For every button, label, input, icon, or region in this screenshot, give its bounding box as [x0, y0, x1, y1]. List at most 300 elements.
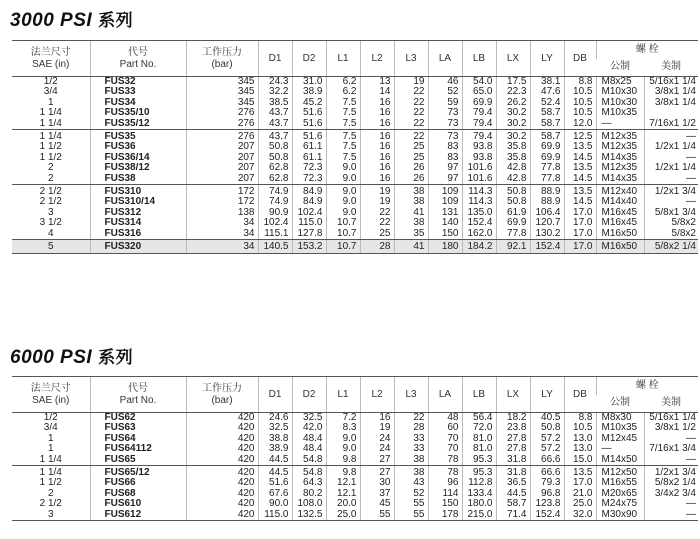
cell-bolt-us: 3/4x2 3/4 — [644, 489, 698, 499]
cell-size: 4 — [12, 229, 90, 240]
cell-l2: 27 — [360, 455, 394, 466]
cell-lb: 114.3 — [462, 185, 496, 198]
cell-d2: 127.8 — [292, 229, 326, 240]
cell-size: 1 1/4 — [12, 119, 90, 130]
cell-la: 83 — [428, 142, 462, 152]
cell-pressure: 34 — [186, 218, 258, 228]
cell-ly: 77.8 — [530, 174, 564, 185]
cell-l1: 7.5 — [326, 119, 360, 130]
cell-l2: 19 — [360, 185, 394, 198]
cell-l1: 7.5 — [326, 153, 360, 163]
cell-lb: 133.4 — [462, 489, 496, 499]
cell-ly: 69.9 — [530, 142, 564, 152]
cell-d1: 115.0 — [258, 510, 292, 521]
cell-ly: 77.8 — [530, 163, 564, 173]
cell-l1: 20.0 — [326, 499, 360, 509]
cell-bolt-metric: M12x40 — [596, 185, 644, 198]
cell-d1: 62.8 — [258, 174, 292, 185]
cell-bolt-us: — — [644, 174, 698, 185]
cell-d2: 42.0 — [292, 423, 326, 433]
cell-l3: 25 — [394, 142, 428, 152]
cell-la: 83 — [428, 153, 462, 163]
cell-bolt-us — [644, 108, 698, 118]
cell-ly: 79.3 — [530, 478, 564, 488]
cell-l2: 45 — [360, 499, 394, 509]
cell-lx: 18.2 — [496, 413, 530, 424]
cell-lb: 79.4 — [462, 108, 496, 118]
cell-lx: 42.8 — [496, 163, 530, 173]
cell-lx: 23.8 — [496, 423, 530, 433]
cell-lx: 58.7 — [496, 499, 530, 509]
cell-la: 109 — [428, 185, 462, 198]
cell-lx: 35.8 — [496, 153, 530, 163]
cell-l3: 22 — [394, 98, 428, 108]
cell-ly: 58.7 — [530, 119, 564, 130]
col-l1: L1 — [326, 41, 360, 77]
cell-lx: 44.5 — [496, 489, 530, 499]
cell-part-no: FUS64 — [90, 434, 186, 444]
cell-lx: 31.8 — [496, 455, 530, 466]
cell-bolt-us: 1/2x1 1/4 — [644, 142, 698, 152]
cell-d2: 45.2 — [292, 98, 326, 108]
cell-la: 97 — [428, 174, 462, 185]
cell-db: 14.5 — [564, 174, 596, 185]
cell-lb: 72.0 — [462, 423, 496, 433]
cell-d2: 84.9 — [292, 197, 326, 207]
cell-pressure: 207 — [186, 174, 258, 185]
cell-d2: 54.8 — [292, 466, 326, 479]
cell-bolt-metric: M20x65 — [596, 489, 644, 499]
cell-pressure: 345 — [186, 87, 258, 97]
cell-part-no: FUS35/12 — [90, 119, 186, 130]
cell-part-no: FUS35/10 — [90, 108, 186, 118]
cell-d1: 38.9 — [258, 444, 292, 454]
cell-db: 12.5 — [564, 130, 596, 143]
cell-db: 13.0 — [564, 444, 596, 454]
table-row — [12, 413, 698, 424]
cell-lb: 69.9 — [462, 98, 496, 108]
cell-lx: 31.8 — [496, 466, 530, 479]
cell-lx: 36.5 — [496, 478, 530, 488]
cell-la: 73 — [428, 119, 462, 130]
table-row — [12, 423, 698, 433]
cell-d2: 64.3 — [292, 478, 326, 488]
cell-bolt-metric: M16x45 — [596, 218, 644, 228]
cell-d2: 48.4 — [292, 434, 326, 444]
table-row — [12, 163, 698, 173]
cell-bolt-us: 7/16x1 3/4 — [644, 444, 698, 454]
cell-lx: 30.2 — [496, 130, 530, 143]
cell-ly: 57.2 — [530, 444, 564, 454]
col-ly: LY — [530, 377, 564, 413]
cell-bolt-us: 5/8x2 1/4 — [644, 240, 698, 253]
cell-l2: 28 — [360, 240, 394, 253]
cell-ly: 66.6 — [530, 466, 564, 479]
cell-lx: 26.2 — [496, 98, 530, 108]
col-us: 美制 — [644, 59, 698, 77]
cell-l1: 25.0 — [326, 510, 360, 521]
col-ly: LY — [530, 41, 564, 77]
cell-lb: 54.0 — [462, 77, 496, 88]
cell-bolt-metric: M14x35 — [596, 174, 644, 185]
cell-lb: 81.0 — [462, 434, 496, 444]
table-row — [12, 489, 698, 499]
cell-l3: 33 — [394, 434, 428, 444]
cell-bolt-us: 5/8x2 — [644, 218, 698, 228]
cell-part-no: FUS62 — [90, 413, 186, 424]
cell-l3: 22 — [394, 108, 428, 118]
cell-lb: 81.0 — [462, 444, 496, 454]
cell-l2: 16 — [360, 108, 394, 118]
cell-size: 1 1/4 — [39, 131, 62, 143]
cell-l2: 16 — [360, 98, 394, 108]
section-title — [10, 6, 133, 32]
cell-l3: 52 — [394, 489, 428, 499]
cell-db: 15.0 — [564, 455, 596, 466]
cell-pressure: 420 — [186, 466, 258, 479]
cell-ly: 57.2 — [530, 434, 564, 444]
cell-d1: 32.2 — [258, 87, 292, 97]
cell-lx: 27.8 — [496, 444, 530, 454]
col-la: LA — [428, 41, 462, 77]
cell-bolt-us: — — [644, 510, 698, 521]
cell-lb: 56.4 — [462, 413, 496, 424]
cell-part-no: FUS66 — [90, 478, 186, 488]
cell-bolt-us: 5/8x2 1/4 — [644, 478, 698, 488]
cell-lb: 93.8 — [462, 153, 496, 163]
cell-pressure: 138 — [186, 208, 258, 218]
table-row — [12, 153, 698, 163]
cell-ly: 152.4 — [530, 510, 564, 521]
spec-table-6000psi — [12, 376, 698, 521]
cell-lb: 112.8 — [462, 478, 496, 488]
cell-size: 1 1/2 — [39, 152, 62, 163]
col-la: LA — [428, 377, 462, 413]
table-row — [12, 98, 698, 108]
cell-la: 178 — [428, 510, 462, 521]
cell-db: 32.0 — [564, 510, 596, 521]
cell-pressure: 276 — [186, 119, 258, 130]
cell-bolt-us: — — [644, 130, 698, 143]
cell-d1: 51.6 — [258, 478, 292, 488]
cell-db: 25.0 — [564, 499, 596, 509]
series-suffix: 系列 — [98, 11, 134, 30]
table-row — [12, 478, 698, 488]
cell-part-no: FUS65 — [90, 455, 186, 466]
cell-la: 140 — [428, 218, 462, 228]
cell-lb: 152.4 — [462, 218, 496, 228]
cell-db: 17.0 — [564, 229, 596, 240]
cell-la: 46 — [428, 77, 462, 88]
cell-la: 70 — [428, 444, 462, 454]
col-pressure: 工作压力 (bar) — [186, 377, 258, 413]
cell-db: 14.5 — [564, 153, 596, 163]
cell-pressure: 34 — [186, 240, 258, 253]
cell-db: 10.5 — [564, 108, 596, 118]
cell-l2: 22 — [360, 208, 394, 218]
table-row — [12, 240, 698, 253]
table-row — [12, 218, 698, 228]
cell-size: 3/4 — [43, 423, 58, 434]
cell-bolt-us: 1/2x1 3/4 — [644, 185, 698, 198]
cell-ly: 47.6 — [530, 87, 564, 97]
cell-bolt-metric: M14x40 — [596, 197, 644, 207]
table-row — [12, 174, 698, 185]
cell-lb: 93.8 — [462, 142, 496, 152]
cell-pressure: 420 — [186, 510, 258, 521]
cell-l2: 37 — [360, 489, 394, 499]
cell-l3: 22 — [394, 119, 428, 130]
cell-l2: 14 — [360, 87, 394, 97]
cell-part-no: FUS32 — [90, 77, 186, 88]
cell-ly: 120.7 — [530, 218, 564, 228]
cell-d1: 90.0 — [258, 499, 292, 509]
cell-d2: 51.6 — [292, 119, 326, 130]
cell-l3: 33 — [394, 444, 428, 454]
cell-lb: 95.3 — [462, 455, 496, 466]
cell-db: 8.8 — [564, 77, 596, 88]
cell-ly: 96.8 — [530, 489, 564, 499]
cell-lb: 95.3 — [462, 466, 496, 479]
col-d2: D2 — [292, 41, 326, 77]
cell-pressure: 34 — [186, 229, 258, 240]
cell-lb: 135.0 — [462, 208, 496, 218]
cell-l3: 28 — [394, 423, 428, 433]
cell-d1: 44.5 — [258, 466, 292, 479]
col-us: 美制 — [644, 395, 698, 413]
cell-l3: 22 — [394, 413, 428, 424]
cell-lx: 50.8 — [496, 185, 530, 198]
cell-part-no: FUS320 — [90, 240, 186, 253]
cell-la: 131 — [428, 208, 462, 218]
cell-l1: 7.2 — [326, 413, 360, 424]
table-row — [12, 87, 698, 97]
cell-l1: 9.0 — [326, 434, 360, 444]
cell-pressure: 420 — [186, 499, 258, 509]
col-metric: 公制 — [596, 395, 644, 413]
table-row — [12, 229, 698, 240]
cell-ly: 88.9 — [530, 197, 564, 207]
col-db: DB — [564, 41, 596, 77]
cell-bolt-metric: M10x30 — [596, 98, 644, 108]
cell-bolt-us: 1/2x1 3/4 — [644, 466, 698, 479]
section-title — [10, 343, 133, 369]
cell-d2: 115.0 — [292, 218, 326, 228]
cell-l2: 55 — [360, 510, 394, 521]
cell-l3: 38 — [394, 466, 428, 479]
cell-db: 13.5 — [564, 142, 596, 152]
cell-size: 2 1/2 — [39, 197, 62, 208]
cell-lx: 35.8 — [496, 142, 530, 152]
cell-size: 1 1/4 — [39, 467, 62, 479]
cell-la: 78 — [428, 466, 462, 479]
cell-part-no: FUS63 — [90, 423, 186, 433]
cell-d2: 102.4 — [292, 208, 326, 218]
cell-lb: 114.3 — [462, 197, 496, 207]
cell-size: 5 — [12, 240, 90, 253]
cell-size: 1 1/2 — [39, 478, 62, 489]
table-row — [12, 119, 698, 130]
cell-part-no: FUS38/12 — [90, 163, 186, 173]
cell-d1: 43.7 — [258, 119, 292, 130]
cell-pressure: 420 — [186, 413, 258, 424]
cell-la: 97 — [428, 163, 462, 173]
col-lb: LB — [462, 41, 496, 77]
cell-lb: 101.6 — [462, 163, 496, 173]
cell-d1: 32.5 — [258, 423, 292, 433]
cell-ly: 52.4 — [530, 98, 564, 108]
cell-part-no: FUS310/14 — [90, 197, 186, 207]
cell-db: 13.5 — [564, 466, 596, 479]
cell-d1: 50.8 — [258, 142, 292, 152]
cell-l2: 16 — [360, 119, 394, 130]
cell-d2: 51.6 — [292, 130, 326, 143]
cell-l2: 22 — [360, 218, 394, 228]
cell-pressure: 420 — [186, 478, 258, 488]
cell-part-no: FUS310 — [90, 185, 186, 198]
col-lx: LX — [496, 377, 530, 413]
cell-pressure: 172 — [186, 185, 258, 198]
cell-lb: 65.0 — [462, 87, 496, 97]
cell-l1: 9.0 — [326, 208, 360, 218]
col-size: 法兰尺寸 SAE (in) — [12, 377, 90, 413]
cell-l2: 24 — [360, 444, 394, 454]
series-name: 6000 PSI — [10, 347, 93, 368]
cell-size: 2 — [47, 488, 54, 499]
cell-lx: 30.2 — [496, 108, 530, 118]
cell-size: 2 — [47, 163, 54, 174]
cell-lb: 79.4 — [462, 119, 496, 130]
cell-d1: 74.9 — [258, 185, 292, 198]
cell-d1: 90.9 — [258, 208, 292, 218]
cell-lx: 50.8 — [496, 197, 530, 207]
cell-bolt-metric: — — [596, 444, 644, 454]
col-l1: L1 — [326, 377, 360, 413]
cell-ly: 130.2 — [530, 229, 564, 240]
cell-part-no: FUS38 — [90, 174, 186, 185]
cell-lb: 180.0 — [462, 499, 496, 509]
cell-part-no: FUS312 — [90, 208, 186, 218]
cell-d2: 31.0 — [292, 77, 326, 88]
cell-l1: 10.7 — [326, 229, 360, 240]
cell-pressure: 345 — [186, 98, 258, 108]
cell-lb: 79.4 — [462, 130, 496, 143]
cell-l2: 16 — [360, 153, 394, 163]
cell-db: 13.0 — [564, 434, 596, 444]
col-bolt: 螺 栓 — [596, 377, 698, 395]
cell-part-no: FUS33 — [90, 87, 186, 97]
cell-ly: 106.4 — [530, 208, 564, 218]
cell-ly: 88.9 — [530, 185, 564, 198]
col-db: DB — [564, 377, 596, 413]
cell-db: 17.0 — [564, 208, 596, 218]
cell-ly: 50.8 — [530, 423, 564, 433]
cell-pressure: 172 — [186, 197, 258, 207]
cell-size: 3 — [12, 510, 90, 521]
cell-lx: 30.2 — [496, 119, 530, 130]
cell-lx: 69.9 — [496, 218, 530, 228]
cell-la: 150 — [428, 499, 462, 509]
cell-lb: 162.0 — [462, 229, 496, 240]
cell-d2: 32.5 — [292, 413, 326, 424]
cell-ly: 66.6 — [530, 455, 564, 466]
cell-l1: 12.1 — [326, 478, 360, 488]
series-suffix: 系列 — [98, 348, 134, 367]
cell-l1: 7.5 — [326, 108, 360, 118]
cell-part-no: FUS65/12 — [90, 466, 186, 479]
cell-d1: 74.9 — [258, 197, 292, 207]
cell-lx: 92.1 — [496, 240, 530, 253]
cell-l2: 16 — [360, 142, 394, 152]
cell-bolt-us: 5/8x1 3/4 — [644, 208, 698, 218]
cell-db: 8.8 — [564, 413, 596, 424]
cell-bolt-metric: M24x75 — [596, 499, 644, 509]
cell-l3: 38 — [394, 455, 428, 466]
cell-d2: 72.3 — [292, 163, 326, 173]
cell-l3: 26 — [394, 163, 428, 173]
cell-bolt-metric: M10x35 — [596, 108, 644, 118]
cell-bolt-metric: M16x50 — [596, 240, 644, 253]
cell-l3: 22 — [394, 87, 428, 97]
cell-l1: 9.0 — [326, 185, 360, 198]
cell-size: 1 — [47, 444, 54, 455]
cell-pressure: 276 — [186, 108, 258, 118]
cell-l1: 8.3 — [326, 423, 360, 433]
cell-la: 70 — [428, 434, 462, 444]
cell-ly: 123.8 — [530, 499, 564, 509]
table-row — [12, 130, 698, 143]
cell-bolt-metric: M12x35 — [596, 130, 644, 143]
cell-l2: 30 — [360, 478, 394, 488]
cell-bolt-metric: M16x50 — [596, 229, 644, 240]
cell-part-no: FUS610 — [90, 499, 186, 509]
cell-la: 73 — [428, 130, 462, 143]
cell-size: 3/4 — [43, 87, 58, 98]
cell-bolt-us: — — [644, 197, 698, 207]
col-d1: D1 — [258, 41, 292, 77]
cell-ly: 58.7 — [530, 108, 564, 118]
cell-l3: 38 — [394, 197, 428, 207]
table-row — [12, 197, 698, 207]
table-row — [12, 185, 698, 198]
cell-l3: 41 — [394, 240, 428, 253]
cell-bolt-us: 3/8x1 1/2 — [644, 423, 698, 433]
cell-bolt-metric: M30x90 — [596, 510, 644, 521]
cell-pressure: 276 — [186, 130, 258, 143]
cell-d1: 67.6 — [258, 489, 292, 499]
cell-bolt-metric: M10x35 — [596, 423, 644, 433]
cell-l2: 16 — [360, 413, 394, 424]
cell-l1: 10.7 — [326, 240, 360, 253]
cell-la: 60 — [428, 423, 462, 433]
cell-la: 48 — [428, 413, 462, 424]
cell-d2: 51.6 — [292, 108, 326, 118]
series-name: 3000 PSI — [10, 10, 93, 31]
cell-d2: 48.4 — [292, 444, 326, 454]
cell-l2: 13 — [360, 77, 394, 88]
cell-size: 1 1/2 — [39, 142, 62, 153]
cell-bolt-metric: M8x25 — [596, 77, 644, 88]
col-lx: LX — [496, 41, 530, 77]
cell-size: 1 — [47, 97, 54, 108]
cell-d1: 38.8 — [258, 434, 292, 444]
table-row — [12, 510, 698, 521]
cell-d2: 132.5 — [292, 510, 326, 521]
col-l3: L3 — [394, 41, 428, 77]
col-d2: D2 — [292, 377, 326, 413]
cell-size: 1/2 — [43, 412, 58, 423]
col-pressure: 工作压力 (bar) — [186, 41, 258, 77]
